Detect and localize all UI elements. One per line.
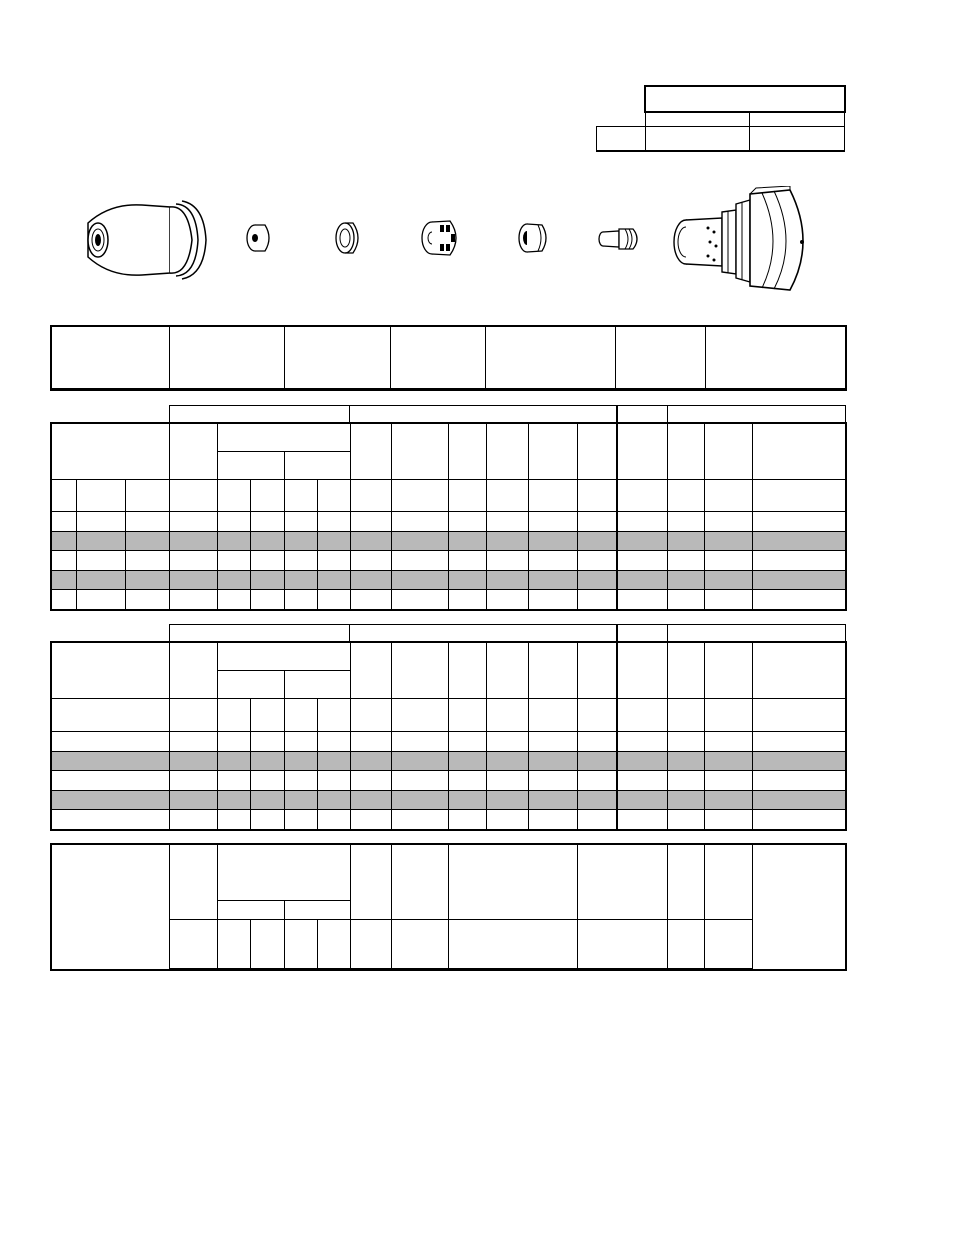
parts-table — [51, 326, 846, 390]
shield-cap-icon — [245, 222, 275, 254]
table-row — [52, 532, 846, 551]
table-row — [52, 969, 846, 970]
table-row — [52, 590, 846, 610]
shield-icon — [80, 195, 210, 285]
legend-header — [645, 86, 845, 112]
legend-header-cell — [646, 87, 845, 112]
retaining-ring-icon — [333, 220, 365, 256]
nozzle-icon — [516, 220, 552, 256]
table-row — [52, 732, 846, 752]
legend-body — [596, 126, 845, 152]
torch-body-icon — [670, 186, 820, 294]
table-row — [52, 791, 846, 810]
cut-chart-1 — [51, 423, 846, 610]
table-row — [52, 571, 846, 590]
legend-subheader — [645, 111, 845, 127]
table-row — [52, 752, 846, 771]
cut-chart-2-group-header — [169, 624, 846, 643]
table-row — [52, 551, 846, 571]
parts-header-cell — [52, 327, 170, 389]
chart-2-header — [52, 643, 170, 699]
table-row — [52, 771, 846, 791]
table-row — [52, 810, 846, 830]
swirl-ring-icon — [418, 216, 464, 260]
cut-chart-1-group-header — [169, 405, 846, 424]
summary-table — [51, 844, 846, 970]
cut-chart-2 — [51, 642, 846, 830]
table-row — [52, 512, 846, 532]
parts-value-cell — [52, 389, 170, 390]
summary-header — [52, 845, 170, 970]
chart-1-header — [52, 424, 170, 480]
electrode-icon — [597, 226, 643, 252]
